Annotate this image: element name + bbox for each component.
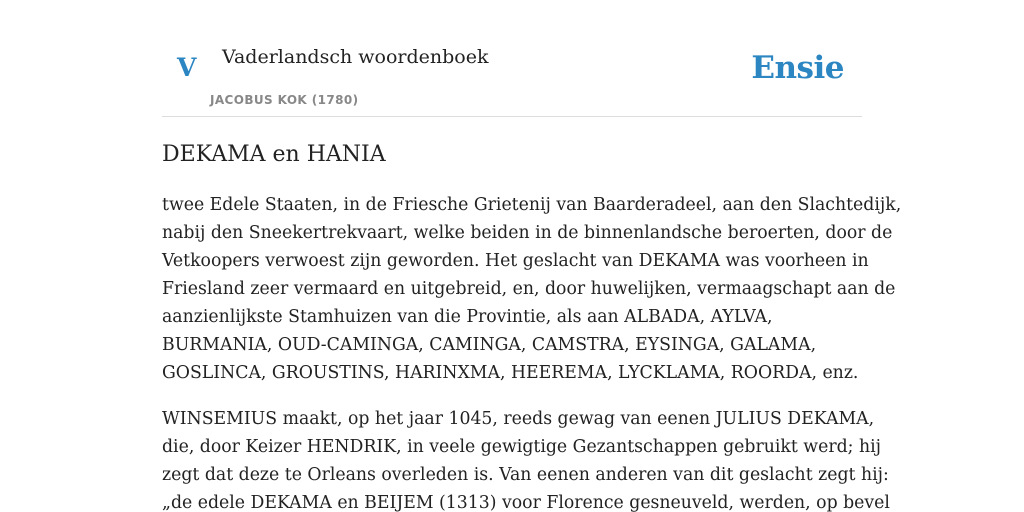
paragraph-line: twee Edele Staaten, in de Friesche Grietenij van Baarderadeel, aan den Slachtedijk,: [162, 195, 902, 215]
paragraph-line: zegt dat deze te Orleans overleden is. Van eenen anderen van dit geslacht zegt hij:: [162, 465, 889, 485]
paragraph-line: „de edele DEKAMA en BEIJEM (1313) voor Florence gesneuveld, werden, op bevel: [162, 493, 890, 512]
ensie-logo-link[interactable]: Ensie: [751, 50, 844, 86]
paragraph-line: WINSEMIUS maakt, op het jaar 1045, reeds gewag van eenen JULIUS DEKAMA,: [162, 409, 875, 429]
paragraph-line: Friesland zeer vermaard en uitgebreid, en, door huwelijken, vermaagschapt aan de: [162, 279, 896, 299]
entry-paragraph-2: [162, 405, 890, 512]
paragraph-line: nabij den Sneekertrekvaart, welke beiden in de binnenlandsche beroerten, door de: [162, 223, 893, 243]
paragraph-line: GOSLINCA, GROUSTINS, HARINXMA, HEEREMA, LYCKLAMA, ROORDA, enz.: [162, 363, 859, 383]
paragraph-line: BURMANIA, OUD-CAMINGA, CAMINGA, CAMSTRA, EYSINGA, GALAMA,: [162, 335, 817, 355]
paragraph-line: Vetkoopers verwoest zijn geworden. Het geslacht van DEKAMA was voorheen in: [162, 251, 869, 271]
paragraph-line: die, door Keizer HENDRIK, in veele gewigtige Gezantschappen gebruikt werd; hij: [162, 437, 881, 457]
entry-title: DEKAMA en HANIA: [162, 142, 386, 167]
paragraph-line: aanzienlijkste Stamhuizen van die Provintie, als aan ALBADA, AYLVA,: [162, 307, 773, 327]
letter-index-link[interactable]: V: [177, 53, 197, 82]
entry-paragraph-1: [162, 191, 902, 387]
entry-article: [162, 140, 902, 512]
book-header: [162, 30, 862, 117]
book-author: JACOBUS KOK (1780): [210, 93, 359, 107]
book-title-link[interactable]: Vaderlandsch woordenboek: [222, 46, 489, 68]
